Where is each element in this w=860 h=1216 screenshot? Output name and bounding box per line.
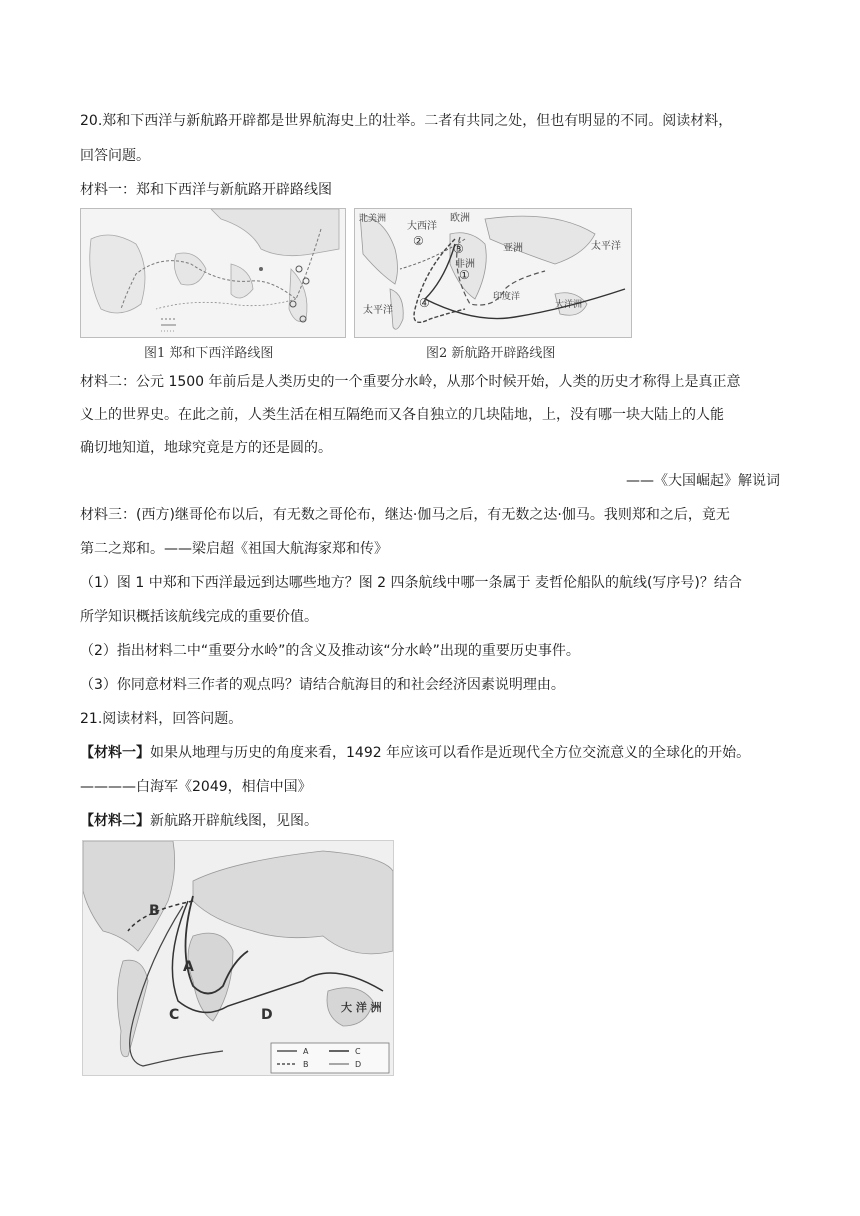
fig1-caption: 图1 郑和下西洋路线图 <box>144 346 274 361</box>
fig2-label-atlantic: 大西洋 <box>407 221 437 232</box>
q20-material1-heading: 材料一：郑和下西洋与新航路开辟路线图 <box>80 182 332 198</box>
q21-material1-source: ————白海军《2049，相信中国》 <box>80 779 312 795</box>
fig2-label-north-america: 北美洲 <box>359 214 387 224</box>
map-legend-box <box>271 1043 389 1073</box>
q20-question1-line2: 所学知识概括该航线完成的重要价值。 <box>80 609 318 625</box>
q21-material1 <box>80 743 750 763</box>
fig2-label-indian-ocean: 印度洋 <box>493 292 521 302</box>
q20-question3: （3）你同意材料三作者的观点吗？请结合航海目的和社会经济因素说明理由。 <box>80 677 565 693</box>
q20-intro-line1: 20.郑和下西洋与新航路开辟都是世界航海史上的壮举。二者有共同之处，但也有明显的不同。阅读材料， <box>80 113 733 129</box>
fig2-label-europe: 欧洲 <box>450 213 470 224</box>
q20-material3-line2: 第二之郑和。——梁启超《祖国大航海家郑和传》 <box>80 541 388 557</box>
map-route-c: C <box>169 1007 180 1023</box>
fig2-label-pacific-right: 太平洋 <box>591 241 621 252</box>
q20-question2: （2）指出材料二中“重要分水岭”的含义及推动该“分水岭”出现的重要历史事件。 <box>80 643 580 659</box>
map-legend-b: B <box>303 1060 309 1069</box>
fig2-label-oceania: 大洋洲 <box>555 300 583 310</box>
fig2-route-3: ③ <box>453 242 464 256</box>
q20-material2-line2: 义上的世界史。在此之前，人类生活在相互隔绝而又各自独立的几块陆地，上，没有哪一块大陆上的人能 <box>80 407 724 423</box>
q21-material2 <box>80 811 318 831</box>
map-route-d: D <box>261 1007 273 1023</box>
q20-material2-line3: 确切地知道，地球究竟是方的还是圆的。 <box>80 440 332 456</box>
fig2-label-africa: 非洲 <box>455 259 475 270</box>
q21-material2-tag: 【材料二】 <box>80 813 150 829</box>
map-legend-a: A <box>303 1047 309 1056</box>
q20-material3-line1: 材料三：(西方)继哥伦布以后，有无数之哥伦布，继达·伽马之后，有无数之达·伽马。我则郑和之后，竟无 <box>80 507 730 523</box>
new-routes-world-map-graphic <box>83 841 393 1075</box>
map-label-oceania: 大 洋 洲 <box>341 1001 382 1014</box>
zhenghe-route-map-graphic <box>81 209 345 337</box>
fig2-route-4: ④ <box>419 296 430 310</box>
map-legend-c: C <box>355 1047 361 1056</box>
new-routes-map-graphic <box>355 209 631 337</box>
q20-intro-line2: 回答问题。 <box>80 148 150 164</box>
fig2-route-2: ② <box>413 234 424 248</box>
q21-intro: 21.阅读材料，回答问题。 <box>80 711 243 727</box>
fig2-route-1: ① <box>459 268 470 282</box>
new-routes-map <box>354 208 632 338</box>
fig2-label-pacific-left: 太平洋 <box>363 305 393 316</box>
q20-material2-source: ——《大国崛起》解说词 <box>626 473 780 489</box>
q21-material2-text: 新航路开辟航线图，见图。 <box>150 813 318 829</box>
q20-material2-line1: 材料二：公元 1500 年前后是人类历史的一个重要分水岭，从那个时候开始，人类的历史才称得上是真正意 <box>80 374 741 390</box>
new-routes-world-map <box>82 840 394 1076</box>
q20-question1-line1: （1）图 1 中郑和下西洋最远到达哪些地方？图 2 四条航线中哪一条属于 麦哲伦船队的航线(写序号)？结合 <box>80 575 742 591</box>
q21-material1-tag: 【材料一】 <box>80 745 150 761</box>
map-legend-d: D <box>355 1060 362 1069</box>
map-route-b: B <box>149 903 160 919</box>
q21-material1-text: 如果从地理与历史的角度来看，1492 年应该可以看作是近现代全方位交流意义的全球化的开始。 <box>150 745 751 761</box>
fig2-caption: 图2 新航路开辟路线图 <box>426 346 556 361</box>
zhenghe-route-map <box>80 208 346 338</box>
fig2-label-asia: 亚洲 <box>503 243 523 254</box>
map-route-a: A <box>183 959 194 975</box>
